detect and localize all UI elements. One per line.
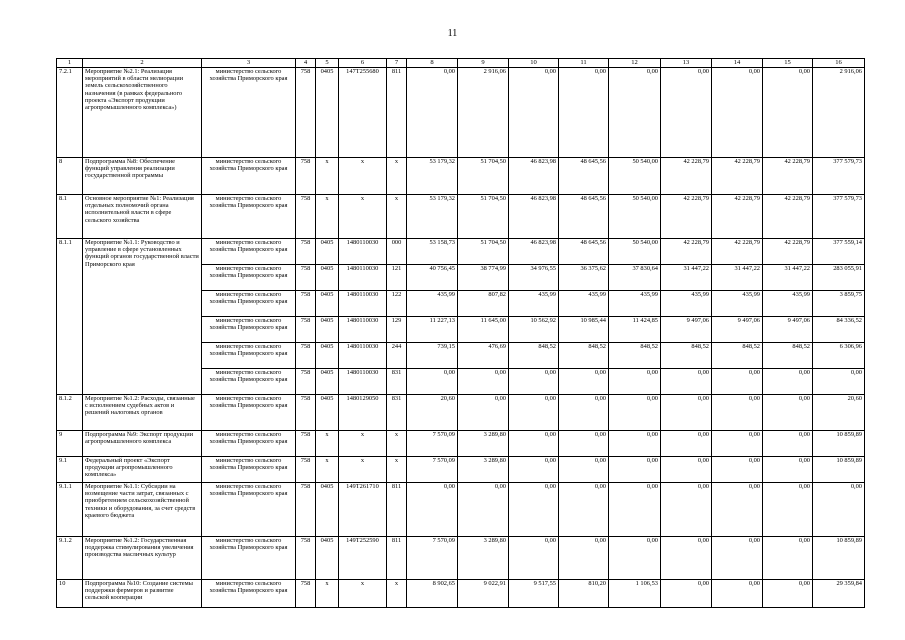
year-value-5: 0,00 bbox=[609, 369, 661, 395]
table-row bbox=[57, 68, 865, 158]
section-code: 0405 bbox=[316, 68, 339, 158]
column-number-2: 2 bbox=[83, 59, 202, 68]
target-article-code: 1480110030 bbox=[339, 317, 387, 343]
year-value-6: 848,52 bbox=[661, 343, 712, 369]
row-name: Основное мероприятие №1: Реализация отдельных полномочий органа исполнительной власти в сфере сельского хозяйства bbox=[83, 195, 202, 239]
year-value-7: 0,00 bbox=[712, 580, 763, 608]
column-number-8: 8 bbox=[407, 59, 458, 68]
year-value-3: 0,00 bbox=[509, 483, 559, 537]
target-article-code: x bbox=[339, 580, 387, 608]
total-value: 283 055,91 bbox=[813, 265, 865, 291]
row-index: 7.2.1 bbox=[57, 68, 83, 158]
table-row bbox=[57, 239, 865, 265]
year-value-2: 38 774,99 bbox=[458, 265, 509, 291]
year-value-7: 42 228,79 bbox=[712, 195, 763, 239]
year-value-2: 0,00 bbox=[458, 395, 509, 431]
year-value-5: 0,00 bbox=[609, 483, 661, 537]
row-name: Мероприятие №1.1: Руководство и управление в сфере установленных функций органов государственной власти Приморского края bbox=[83, 239, 202, 395]
year-value-6: 42 228,79 bbox=[661, 239, 712, 265]
year-value-3: 435,99 bbox=[509, 291, 559, 317]
year-value-8: 9 497,06 bbox=[763, 317, 813, 343]
total-value: 2 916,06 bbox=[813, 68, 865, 158]
year-value-5: 848,52 bbox=[609, 343, 661, 369]
table-row bbox=[57, 483, 865, 537]
column-number-9: 9 bbox=[458, 59, 509, 68]
row-index: 9.1 bbox=[57, 457, 83, 483]
expense-type-code: 121 bbox=[387, 265, 407, 291]
page-number: 11 bbox=[447, 28, 458, 39]
year-value-8: 0,00 bbox=[763, 68, 813, 158]
year-value-6: 0,00 bbox=[661, 483, 712, 537]
expense-type-code: x bbox=[387, 580, 407, 608]
target-article-code: 1480129050 bbox=[339, 395, 387, 431]
row-name: Мероприятие №1.2: Государственная поддержка стимулирования увеличения производства масличных культур bbox=[83, 537, 202, 580]
year-value-3: 0,00 bbox=[509, 68, 559, 158]
responsible-executor: министерство сельского хозяйства Приморского края bbox=[202, 317, 296, 343]
responsible-executor: министерство сельского хозяйства Приморского края bbox=[202, 68, 296, 158]
year-value-1: 20,60 bbox=[407, 395, 458, 431]
year-value-2: 3 289,80 bbox=[458, 431, 509, 457]
year-value-3: 46 823,98 bbox=[509, 195, 559, 239]
gr-code: 758 bbox=[296, 195, 316, 239]
row-name: Подпрограмма №8: Обеспечение функций управления реализации государственной программы bbox=[83, 158, 202, 195]
row-name: Мероприятие №2.1: Реализация мероприятий в области мелиорации земель сельскохозяйственного назначения (в рамках федерального проекта «Экспорт продукции агропромышленного комплекса») bbox=[83, 68, 202, 158]
year-value-6: 0,00 bbox=[661, 580, 712, 608]
responsible-executor: министерство сельского хозяйства Приморского края bbox=[202, 343, 296, 369]
target-article-code: x bbox=[339, 431, 387, 457]
section-code: 0405 bbox=[316, 317, 339, 343]
responsible-executor: министерство сельского хозяйства Приморского края bbox=[202, 580, 296, 608]
year-value-3: 0,00 bbox=[509, 537, 559, 580]
target-article-code: 149T252590 bbox=[339, 537, 387, 580]
gr-code: 758 bbox=[296, 343, 316, 369]
total-value: 0,00 bbox=[813, 483, 865, 537]
year-value-2: 51 704,50 bbox=[458, 239, 509, 265]
responsible-executor: министерство сельского хозяйства Приморского края bbox=[202, 395, 296, 431]
year-value-8: 0,00 bbox=[763, 431, 813, 457]
table-row bbox=[57, 580, 865, 608]
section-code: 0405 bbox=[316, 291, 339, 317]
expense-type-code: 244 bbox=[387, 343, 407, 369]
total-value: 0,00 bbox=[813, 369, 865, 395]
year-value-1: 40 756,45 bbox=[407, 265, 458, 291]
expense-type-code: 000 bbox=[387, 239, 407, 265]
year-value-1: 0,00 bbox=[407, 483, 458, 537]
year-value-1: 435,99 bbox=[407, 291, 458, 317]
section-code: 0405 bbox=[316, 395, 339, 431]
year-value-4: 48 645,56 bbox=[559, 195, 609, 239]
expense-type-code: 129 bbox=[387, 317, 407, 343]
gr-code: 758 bbox=[296, 483, 316, 537]
gr-code: 758 bbox=[296, 537, 316, 580]
year-value-4: 810,20 bbox=[559, 580, 609, 608]
year-value-5: 50 540,00 bbox=[609, 195, 661, 239]
expense-type-code: 122 bbox=[387, 291, 407, 317]
year-value-4: 0,00 bbox=[559, 431, 609, 457]
target-article-code: 1480110030 bbox=[339, 343, 387, 369]
year-value-3: 848,52 bbox=[509, 343, 559, 369]
budget-table bbox=[56, 58, 865, 608]
year-value-4: 435,99 bbox=[559, 291, 609, 317]
year-value-1: 7 570,09 bbox=[407, 457, 458, 483]
year-value-2: 0,00 bbox=[458, 369, 509, 395]
responsible-executor: министерство сельского хозяйства Приморского края bbox=[202, 265, 296, 291]
responsible-executor: министерство сельского хозяйства Приморского края bbox=[202, 195, 296, 239]
expense-type-code: 811 bbox=[387, 537, 407, 580]
year-value-4: 848,52 bbox=[559, 343, 609, 369]
section-code: x bbox=[316, 457, 339, 483]
year-value-1: 8 902,65 bbox=[407, 580, 458, 608]
expense-type-code: 831 bbox=[387, 369, 407, 395]
year-value-1: 0,00 bbox=[407, 369, 458, 395]
row-name: Подпрограмма №9: Экспорт продукции агропромышленного комплекса bbox=[83, 431, 202, 457]
year-value-6: 31 447,22 bbox=[661, 265, 712, 291]
section-code: x bbox=[316, 158, 339, 195]
target-article-code: x bbox=[339, 158, 387, 195]
year-value-7: 0,00 bbox=[712, 431, 763, 457]
gr-code: 758 bbox=[296, 369, 316, 395]
year-value-5: 37 830,64 bbox=[609, 265, 661, 291]
year-value-8: 0,00 bbox=[763, 395, 813, 431]
column-number-12: 12 bbox=[609, 59, 661, 68]
year-value-8: 0,00 bbox=[763, 580, 813, 608]
row-name: Мероприятие №1.2: Расходы, связанные с исполнением судебных актов и решений налоговых органов bbox=[83, 395, 202, 431]
gr-code: 758 bbox=[296, 317, 316, 343]
row-index: 10 bbox=[57, 580, 83, 608]
year-value-4: 0,00 bbox=[559, 483, 609, 537]
section-code: 0405 bbox=[316, 239, 339, 265]
year-value-4: 0,00 bbox=[559, 457, 609, 483]
total-value: 10 859,89 bbox=[813, 457, 865, 483]
year-value-4: 48 645,56 bbox=[559, 239, 609, 265]
gr-code: 758 bbox=[296, 395, 316, 431]
year-value-1: 0,00 bbox=[407, 68, 458, 158]
column-number-3: 3 bbox=[202, 59, 296, 68]
table-body bbox=[57, 68, 865, 608]
total-value: 10 859,89 bbox=[813, 537, 865, 580]
year-value-7: 0,00 bbox=[712, 457, 763, 483]
year-value-5: 0,00 bbox=[609, 457, 661, 483]
total-value: 84 336,52 bbox=[813, 317, 865, 343]
total-value: 377 579,73 bbox=[813, 195, 865, 239]
table-row bbox=[57, 195, 865, 239]
year-value-5: 50 540,00 bbox=[609, 158, 661, 195]
year-value-2: 2 916,06 bbox=[458, 68, 509, 158]
year-value-6: 42 228,79 bbox=[661, 195, 712, 239]
expense-type-code: x bbox=[387, 457, 407, 483]
year-value-2: 9 022,91 bbox=[458, 580, 509, 608]
table-row bbox=[57, 431, 865, 457]
target-article-code: x bbox=[339, 195, 387, 239]
year-value-8: 31 447,22 bbox=[763, 265, 813, 291]
year-value-6: 0,00 bbox=[661, 395, 712, 431]
target-article-code: 1480110030 bbox=[339, 291, 387, 317]
year-value-4: 10 985,44 bbox=[559, 317, 609, 343]
year-value-3: 0,00 bbox=[509, 431, 559, 457]
target-article-code: 149T261710 bbox=[339, 483, 387, 537]
responsible-executor: министерство сельского хозяйства Приморского края bbox=[202, 457, 296, 483]
year-value-3: 0,00 bbox=[509, 457, 559, 483]
column-number-4: 4 bbox=[296, 59, 316, 68]
expense-type-code: x bbox=[387, 431, 407, 457]
year-value-5: 11 424,85 bbox=[609, 317, 661, 343]
year-value-1: 53 158,73 bbox=[407, 239, 458, 265]
row-index: 9 bbox=[57, 431, 83, 457]
column-number-14: 14 bbox=[712, 59, 763, 68]
year-value-8: 0,00 bbox=[763, 457, 813, 483]
year-value-2: 11 645,00 bbox=[458, 317, 509, 343]
section-code: x bbox=[316, 195, 339, 239]
total-value: 10 859,89 bbox=[813, 431, 865, 457]
target-article-code: 147T255680 bbox=[339, 68, 387, 158]
responsible-executor: министерство сельского хозяйства Приморского края bbox=[202, 431, 296, 457]
responsible-executor: министерство сельского хозяйства Приморского края bbox=[202, 291, 296, 317]
target-article-code: x bbox=[339, 457, 387, 483]
year-value-3: 46 823,98 bbox=[509, 158, 559, 195]
year-value-5: 0,00 bbox=[609, 68, 661, 158]
year-value-5: 1 106,53 bbox=[609, 580, 661, 608]
total-value: 29 359,84 bbox=[813, 580, 865, 608]
gr-code: 758 bbox=[296, 457, 316, 483]
row-name: Федеральный проект «Экспорт продукции агропромышленного комплекса» bbox=[83, 457, 202, 483]
section-code: x bbox=[316, 431, 339, 457]
year-value-8: 42 228,79 bbox=[763, 195, 813, 239]
year-value-7: 0,00 bbox=[712, 68, 763, 158]
year-value-7: 9 497,06 bbox=[712, 317, 763, 343]
expense-type-code: 831 bbox=[387, 395, 407, 431]
table-row bbox=[57, 395, 865, 431]
column-number-6: 6 bbox=[339, 59, 387, 68]
row-name: Подпрограмма №10: Создание системы поддержки фермеров и развитие сельской кооперации bbox=[83, 580, 202, 608]
year-value-6: 0,00 bbox=[661, 369, 712, 395]
year-value-2: 51 704,50 bbox=[458, 158, 509, 195]
year-value-3: 34 976,55 bbox=[509, 265, 559, 291]
year-value-5: 435,99 bbox=[609, 291, 661, 317]
year-value-6: 0,00 bbox=[661, 537, 712, 580]
year-value-1: 53 179,32 bbox=[407, 195, 458, 239]
year-value-2: 476,69 bbox=[458, 343, 509, 369]
year-value-8: 0,00 bbox=[763, 537, 813, 580]
year-value-7: 0,00 bbox=[712, 369, 763, 395]
responsible-executor: министерство сельского хозяйства Приморского края bbox=[202, 158, 296, 195]
expense-type-code: x bbox=[387, 158, 407, 195]
gr-code: 758 bbox=[296, 158, 316, 195]
year-value-7: 0,00 bbox=[712, 483, 763, 537]
year-value-5: 50 540,00 bbox=[609, 239, 661, 265]
row-index: 8.1.1 bbox=[57, 239, 83, 395]
total-value: 20,60 bbox=[813, 395, 865, 431]
year-value-3: 9 517,55 bbox=[509, 580, 559, 608]
expense-type-code: 811 bbox=[387, 68, 407, 158]
gr-code: 758 bbox=[296, 265, 316, 291]
target-article-code: 1480110030 bbox=[339, 239, 387, 265]
year-value-4: 0,00 bbox=[559, 68, 609, 158]
section-code: 0405 bbox=[316, 265, 339, 291]
gr-code: 758 bbox=[296, 68, 316, 158]
year-value-3: 46 823,98 bbox=[509, 239, 559, 265]
total-value: 6 306,96 bbox=[813, 343, 865, 369]
section-code: 0405 bbox=[316, 343, 339, 369]
total-value: 377 559,14 bbox=[813, 239, 865, 265]
expense-type-code: 811 bbox=[387, 483, 407, 537]
row-index: 9.1.2 bbox=[57, 537, 83, 580]
year-value-2: 0,00 bbox=[458, 483, 509, 537]
year-value-7: 435,99 bbox=[712, 291, 763, 317]
year-value-4: 0,00 bbox=[559, 369, 609, 395]
year-value-3: 10 562,92 bbox=[509, 317, 559, 343]
row-index: 8.1.2 bbox=[57, 395, 83, 431]
responsible-executor: министерство сельского хозяйства Приморского края bbox=[202, 483, 296, 537]
year-value-8: 848,52 bbox=[763, 343, 813, 369]
year-value-7: 42 228,79 bbox=[712, 239, 763, 265]
column-number-10: 10 bbox=[509, 59, 559, 68]
row-index: 8.1 bbox=[57, 195, 83, 239]
year-value-6: 9 497,06 bbox=[661, 317, 712, 343]
year-value-4: 36 375,62 bbox=[559, 265, 609, 291]
year-value-6: 435,99 bbox=[661, 291, 712, 317]
column-number-5: 5 bbox=[316, 59, 339, 68]
responsible-executor: министерство сельского хозяйства Приморского края bbox=[202, 369, 296, 395]
year-value-8: 42 228,79 bbox=[763, 158, 813, 195]
year-value-7: 848,52 bbox=[712, 343, 763, 369]
year-value-7: 0,00 bbox=[712, 537, 763, 580]
year-value-2: 807,82 bbox=[458, 291, 509, 317]
year-value-1: 7 570,09 bbox=[407, 537, 458, 580]
year-value-4: 0,00 bbox=[559, 395, 609, 431]
target-article-code: 1480110030 bbox=[339, 265, 387, 291]
year-value-7: 42 228,79 bbox=[712, 158, 763, 195]
row-name: Мероприятие №1.1: Субсидии на возмещение части затрат, связанных с приобретением сельскохозяйственной техники и оборудования, за счет средств краевого бюджета bbox=[83, 483, 202, 537]
year-value-7: 0,00 bbox=[712, 395, 763, 431]
year-value-4: 48 645,56 bbox=[559, 158, 609, 195]
expense-type-code: x bbox=[387, 195, 407, 239]
column-number-11: 11 bbox=[559, 59, 609, 68]
year-value-3: 0,00 bbox=[509, 395, 559, 431]
year-value-1: 11 227,13 bbox=[407, 317, 458, 343]
gr-code: 758 bbox=[296, 431, 316, 457]
year-value-6: 0,00 bbox=[661, 457, 712, 483]
total-value: 3 859,75 bbox=[813, 291, 865, 317]
gr-code: 758 bbox=[296, 291, 316, 317]
column-number-13: 13 bbox=[661, 59, 712, 68]
column-number-16: 16 bbox=[813, 59, 865, 68]
responsible-executor: министерство сельского хозяйства Приморского края bbox=[202, 537, 296, 580]
year-value-6: 42 228,79 bbox=[661, 158, 712, 195]
section-code: 0405 bbox=[316, 483, 339, 537]
column-number-1: 1 bbox=[57, 59, 83, 68]
year-value-8: 42 228,79 bbox=[763, 239, 813, 265]
year-value-5: 0,00 bbox=[609, 395, 661, 431]
section-code: 0405 bbox=[316, 537, 339, 580]
year-value-5: 0,00 bbox=[609, 537, 661, 580]
year-value-1: 53 179,32 bbox=[407, 158, 458, 195]
table-row bbox=[57, 457, 865, 483]
row-index: 9.1.1 bbox=[57, 483, 83, 537]
year-value-6: 0,00 bbox=[661, 68, 712, 158]
year-value-8: 0,00 bbox=[763, 483, 813, 537]
year-value-5: 0,00 bbox=[609, 431, 661, 457]
year-value-2: 3 289,80 bbox=[458, 457, 509, 483]
total-value: 377 579,73 bbox=[813, 158, 865, 195]
year-value-2: 3 289,80 bbox=[458, 537, 509, 580]
gr-code: 758 bbox=[296, 580, 316, 608]
year-value-4: 0,00 bbox=[559, 537, 609, 580]
target-article-code: 1480110030 bbox=[339, 369, 387, 395]
table-row bbox=[57, 537, 865, 580]
year-value-3: 0,00 bbox=[509, 369, 559, 395]
responsible-executor: министерство сельского хозяйства Приморского края bbox=[202, 239, 296, 265]
year-value-6: 0,00 bbox=[661, 431, 712, 457]
year-value-1: 739,15 bbox=[407, 343, 458, 369]
row-index: 8 bbox=[57, 158, 83, 195]
column-number-7: 7 bbox=[387, 59, 407, 68]
table-row bbox=[57, 158, 865, 195]
year-value-8: 0,00 bbox=[763, 369, 813, 395]
year-value-2: 51 704,50 bbox=[458, 195, 509, 239]
gr-code: 758 bbox=[296, 239, 316, 265]
year-value-1: 7 570,09 bbox=[407, 431, 458, 457]
column-number-15: 15 bbox=[763, 59, 813, 68]
section-code: x bbox=[316, 580, 339, 608]
year-value-8: 435,99 bbox=[763, 291, 813, 317]
column-number-row bbox=[57, 59, 865, 68]
year-value-7: 31 447,22 bbox=[712, 265, 763, 291]
section-code: 0405 bbox=[316, 369, 339, 395]
